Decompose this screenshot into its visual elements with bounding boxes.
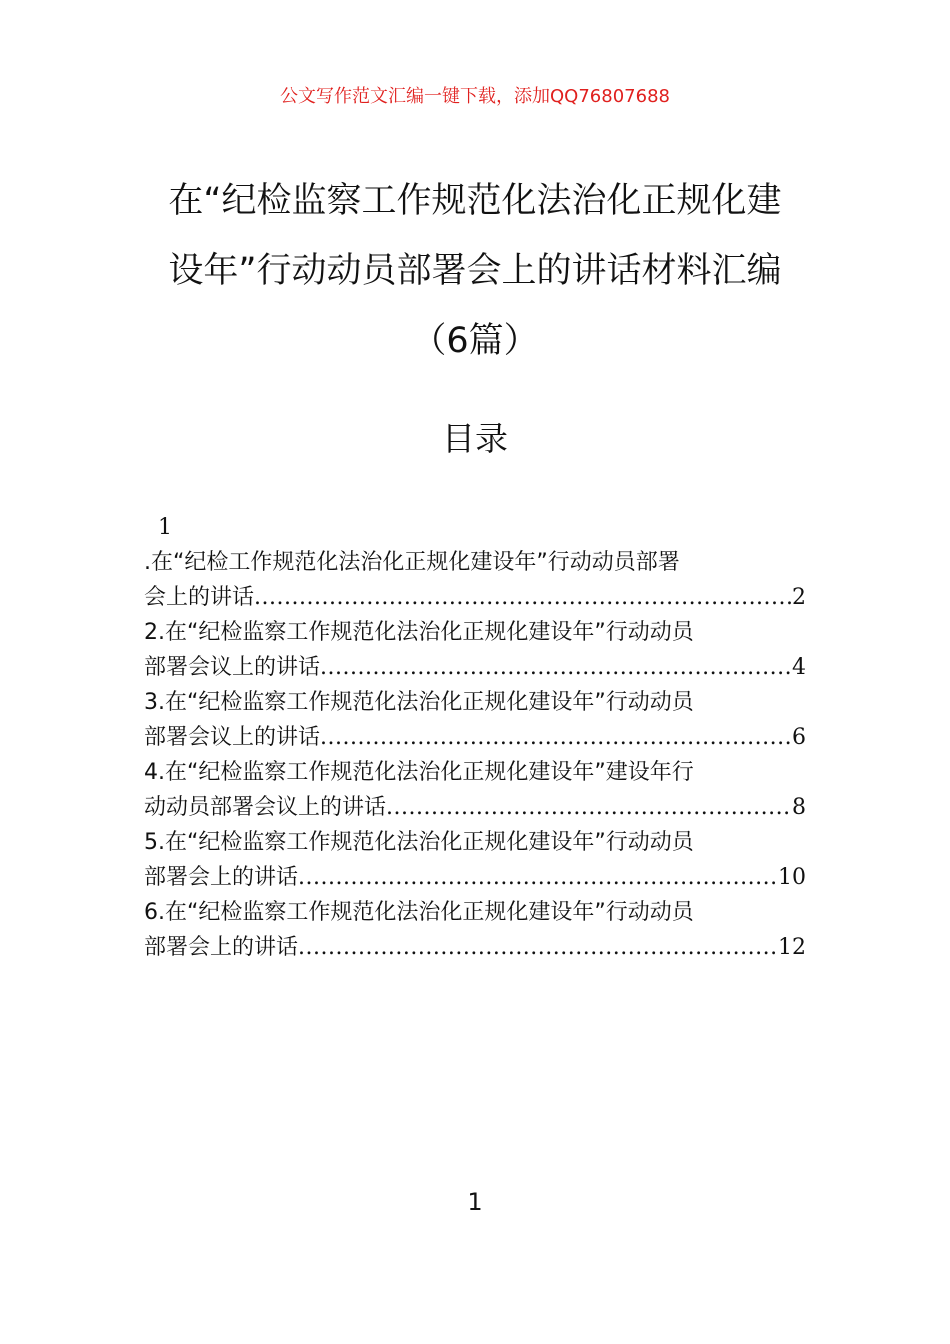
toc-item-3-page: 6 [792,725,806,750]
toc-item-4[interactable] [144,755,806,825]
title-line-3: （6篇） [411,321,539,361]
toc-item-1-page: 2 [792,585,806,610]
document-title [100,166,850,376]
toc-leader-dots [254,580,792,615]
toc-item-5-title: 5.在“纪检监察工作规范化法治化正规化建设年”行动动员 [144,830,694,855]
toc-leader-dots [320,650,792,685]
toc-item-2[interactable] [144,615,806,685]
toc-item-1-title: .在“纪检工作规范化法治化正规化建设年”行动动员部署 [144,550,680,575]
toc-item-1[interactable] [144,545,806,615]
toc-item-5-page: 10 [778,865,806,890]
toc-item-2-title-cont: 部署会议上的讲话 [144,655,321,680]
toc-item-3[interactable] [144,685,806,755]
toc-item-6-page: 12 [778,935,806,960]
table-of-contents [144,510,806,965]
toc-item-4-page: 8 [792,795,806,820]
title-line-2: 设年”行动动员部署会上的讲话材料汇编 [168,251,782,291]
toc-leader-dots [298,930,778,965]
toc-item-2-title: 2.在“纪检监察工作规范化法治化正规化建设年”行动动员 [144,620,694,645]
toc-item-3-title-cont: 部署会议上的讲话 [144,725,321,750]
toc-item-2-page: 4 [792,655,806,680]
toc-item-4-title-cont: 动动员部署会议上的讲话 [144,795,387,820]
toc-item-5[interactable] [144,825,806,895]
page-number: 1 [467,1188,483,1216]
toc-item-6-title-cont: 部署会上的讲话 [144,935,299,960]
toc-item-1-title-cont: 会上的讲话 [144,585,255,610]
toc-item-3-title: 3.在“纪检监察工作规范化法治化正规化建设年”行动动员 [144,690,694,715]
toc-leader-dots [298,860,778,895]
toc-item-4-title: 4.在“纪检监察工作规范化法治化正规化建设年”建设年行 [144,760,694,785]
toc-heading: 目录 [442,419,508,458]
title-line-1: 在“纪检监察工作规范化法治化正规化建 [168,181,782,221]
toc-item-1-number: 1 [158,515,172,540]
download-watermark: 公文写作范文汇编一键下载，添加QQ76807688 [280,86,670,107]
toc-leader-dots [386,790,792,825]
toc-item-6[interactable] [144,895,806,965]
toc-item-6-title: 6.在“纪检监察工作规范化法治化正规化建设年”行动动员 [144,900,694,925]
toc-item-5-title-cont: 部署会上的讲话 [144,865,299,890]
toc-leader-dots [320,720,792,755]
